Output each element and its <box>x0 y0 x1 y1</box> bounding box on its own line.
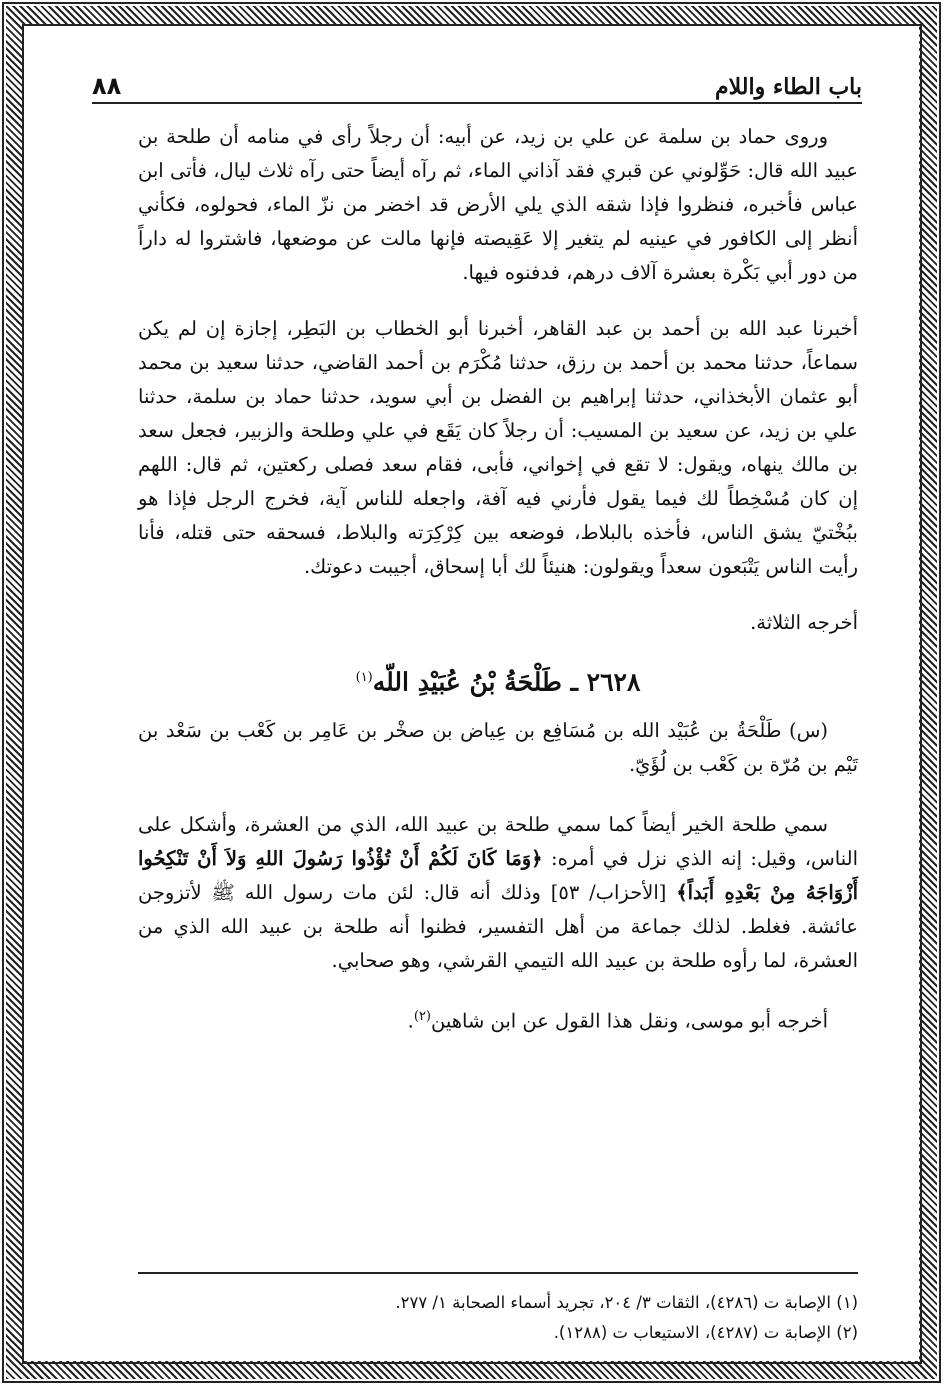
paragraph-5 <box>138 808 858 978</box>
quran-verse: ﴿وَمَا كَانَ لَكُمْ أَنْ تُؤْذُوا رَسُولَ اللهِ وَلاَ أَنْ تَنْكِحُوا أَزْوَاجَهُ مِنْ بَعْدِهِ أَبَداً﴾ <box>138 847 859 905</box>
paragraph-3: أخرجه الثلاثة. <box>750 611 858 634</box>
paragraph-2: أخبرنا عبد الله بن أحمد بن عبد القاهر، أخبرنا أبو الخطاب بن البَطِر، إجازة إن لم يكن سماعاً، حدثنا محمد بن أحمد بن رزق، حدثنا مُكْرَم بن أحمد القاضي، حدثنا سعيد بن محمد أبو عثمان الأبخذاني، حدثنا إبراهيم بن الفضل بن أبي سويد، حدثنا حماد بن سلمة، حدثنا علي بن زيد، عن سعيد بن المسيب: أن رجلاً كان يَقَع في علي وطلحة والزبير، فجعل سعد بن مالك ينهاه، ويقول: لا تقع في إخواني، فأبى، فقام سعد فصلى ركعتين، ثم قال: اللهم إن كان مُسْخِطاً لك فيما يقول فأرني فيه آفة، واجعله للناس آية، فخرج الرجل فإذا هو ببُخْتيّ يشق الناس، فأخذه بالبلاط، فوضعه بين كِرْكِرَته والبلاط، فسحقه حتى قتله، فأنا رأيت الناس يَتْبَعون سعداً ويقولون: هنيئاً لك أبا إسحاق، أجيبت دعوتك. <box>138 317 858 578</box>
footnote-1: (١) الإصابة ت (٤٢٨٦)، الثقات ٣/ ٢٠٤، تجريد أسماء الصحابة ١/ ٢٧٧. <box>395 1293 858 1312</box>
paragraph-5-part-b: [الأحزاب/ ٥٣] وذلك أنه قال: لئن مات رسول الله ﷺ لأتزوجن عائشة. فغلط. لذلك جماعة من أهل التفسير، فظنوا أنه طلحة بن عبيد الله الذي من العشرة، لما رأوه طلحة بن عبيد الله التيمي القرشي، وهو صحابي. <box>138 881 858 973</box>
running-title: باب الطاء واللام <box>715 74 862 100</box>
page-header <box>92 74 862 104</box>
paragraph-1: وروى حماد بن سلمة عن علي بن زيد، عن أبيه: أن رجلاً رأى في منامه أن طلحة بن عبيد الله قال: حَوِّلوني عن قبري فقد آذاني الماء، ثم رآه أيضاً حتى رآه ثلاث ليال، فأتى ابن عباس فأخبره، فنظروا فإذا شقه الذي يلي الأرض قد اخضر من نزّ الماء، فحولوه، فكأني أنظر إلى الكافور في عينيه لم يتغير إلا عَقِيصته فإنها مالت عن موضعها، فاشتروا له داراً من دور أبي بَكْرة بعشرة آلاف درهم، فدفنوه فيها. <box>138 125 858 284</box>
paragraph-6 <box>138 1000 858 1039</box>
footnote-2: (٢) الإصابة ت (٤٢٨٧)، الاستيعاب ت (١٢٨٨). <box>553 1323 858 1342</box>
paragraph-4: (س) طَلْحَةُ بن عُبَيْد الله بن مُسَافِع بن عِياض بن صخْر بن عَامِر بن كَعْب بن سَعْد بن تَيْم بن مُرّة بن كَعْب بن لُؤَيّ. <box>138 719 858 777</box>
entry-title-text: ٢٦٢٨ ـ طَلْحَةُ بْنُ عُبَيْدِ اللّه <box>372 667 641 697</box>
footnote-ref-2: (٢) <box>413 1009 431 1025</box>
main-text <box>138 120 858 1039</box>
entry-title <box>138 658 858 702</box>
paragraph-6-end: . <box>407 1009 414 1033</box>
paragraph-5-part-a: سمي طلحة الخير أيضاً كما سمي طلحة بن عبيد الله، الذي من العشرة، وأشكل على الناس، وقيل: إنه الذي نزل في أمره: <box>138 813 858 871</box>
footnote-ref-1: (١) <box>355 670 373 685</box>
paragraph-6-text: أخرجه أبو موسى، ونقل هذا القول عن ابن شاهين <box>431 1009 828 1033</box>
footnotes <box>138 1272 858 1348</box>
page-number: ٨٨ <box>92 72 122 100</box>
